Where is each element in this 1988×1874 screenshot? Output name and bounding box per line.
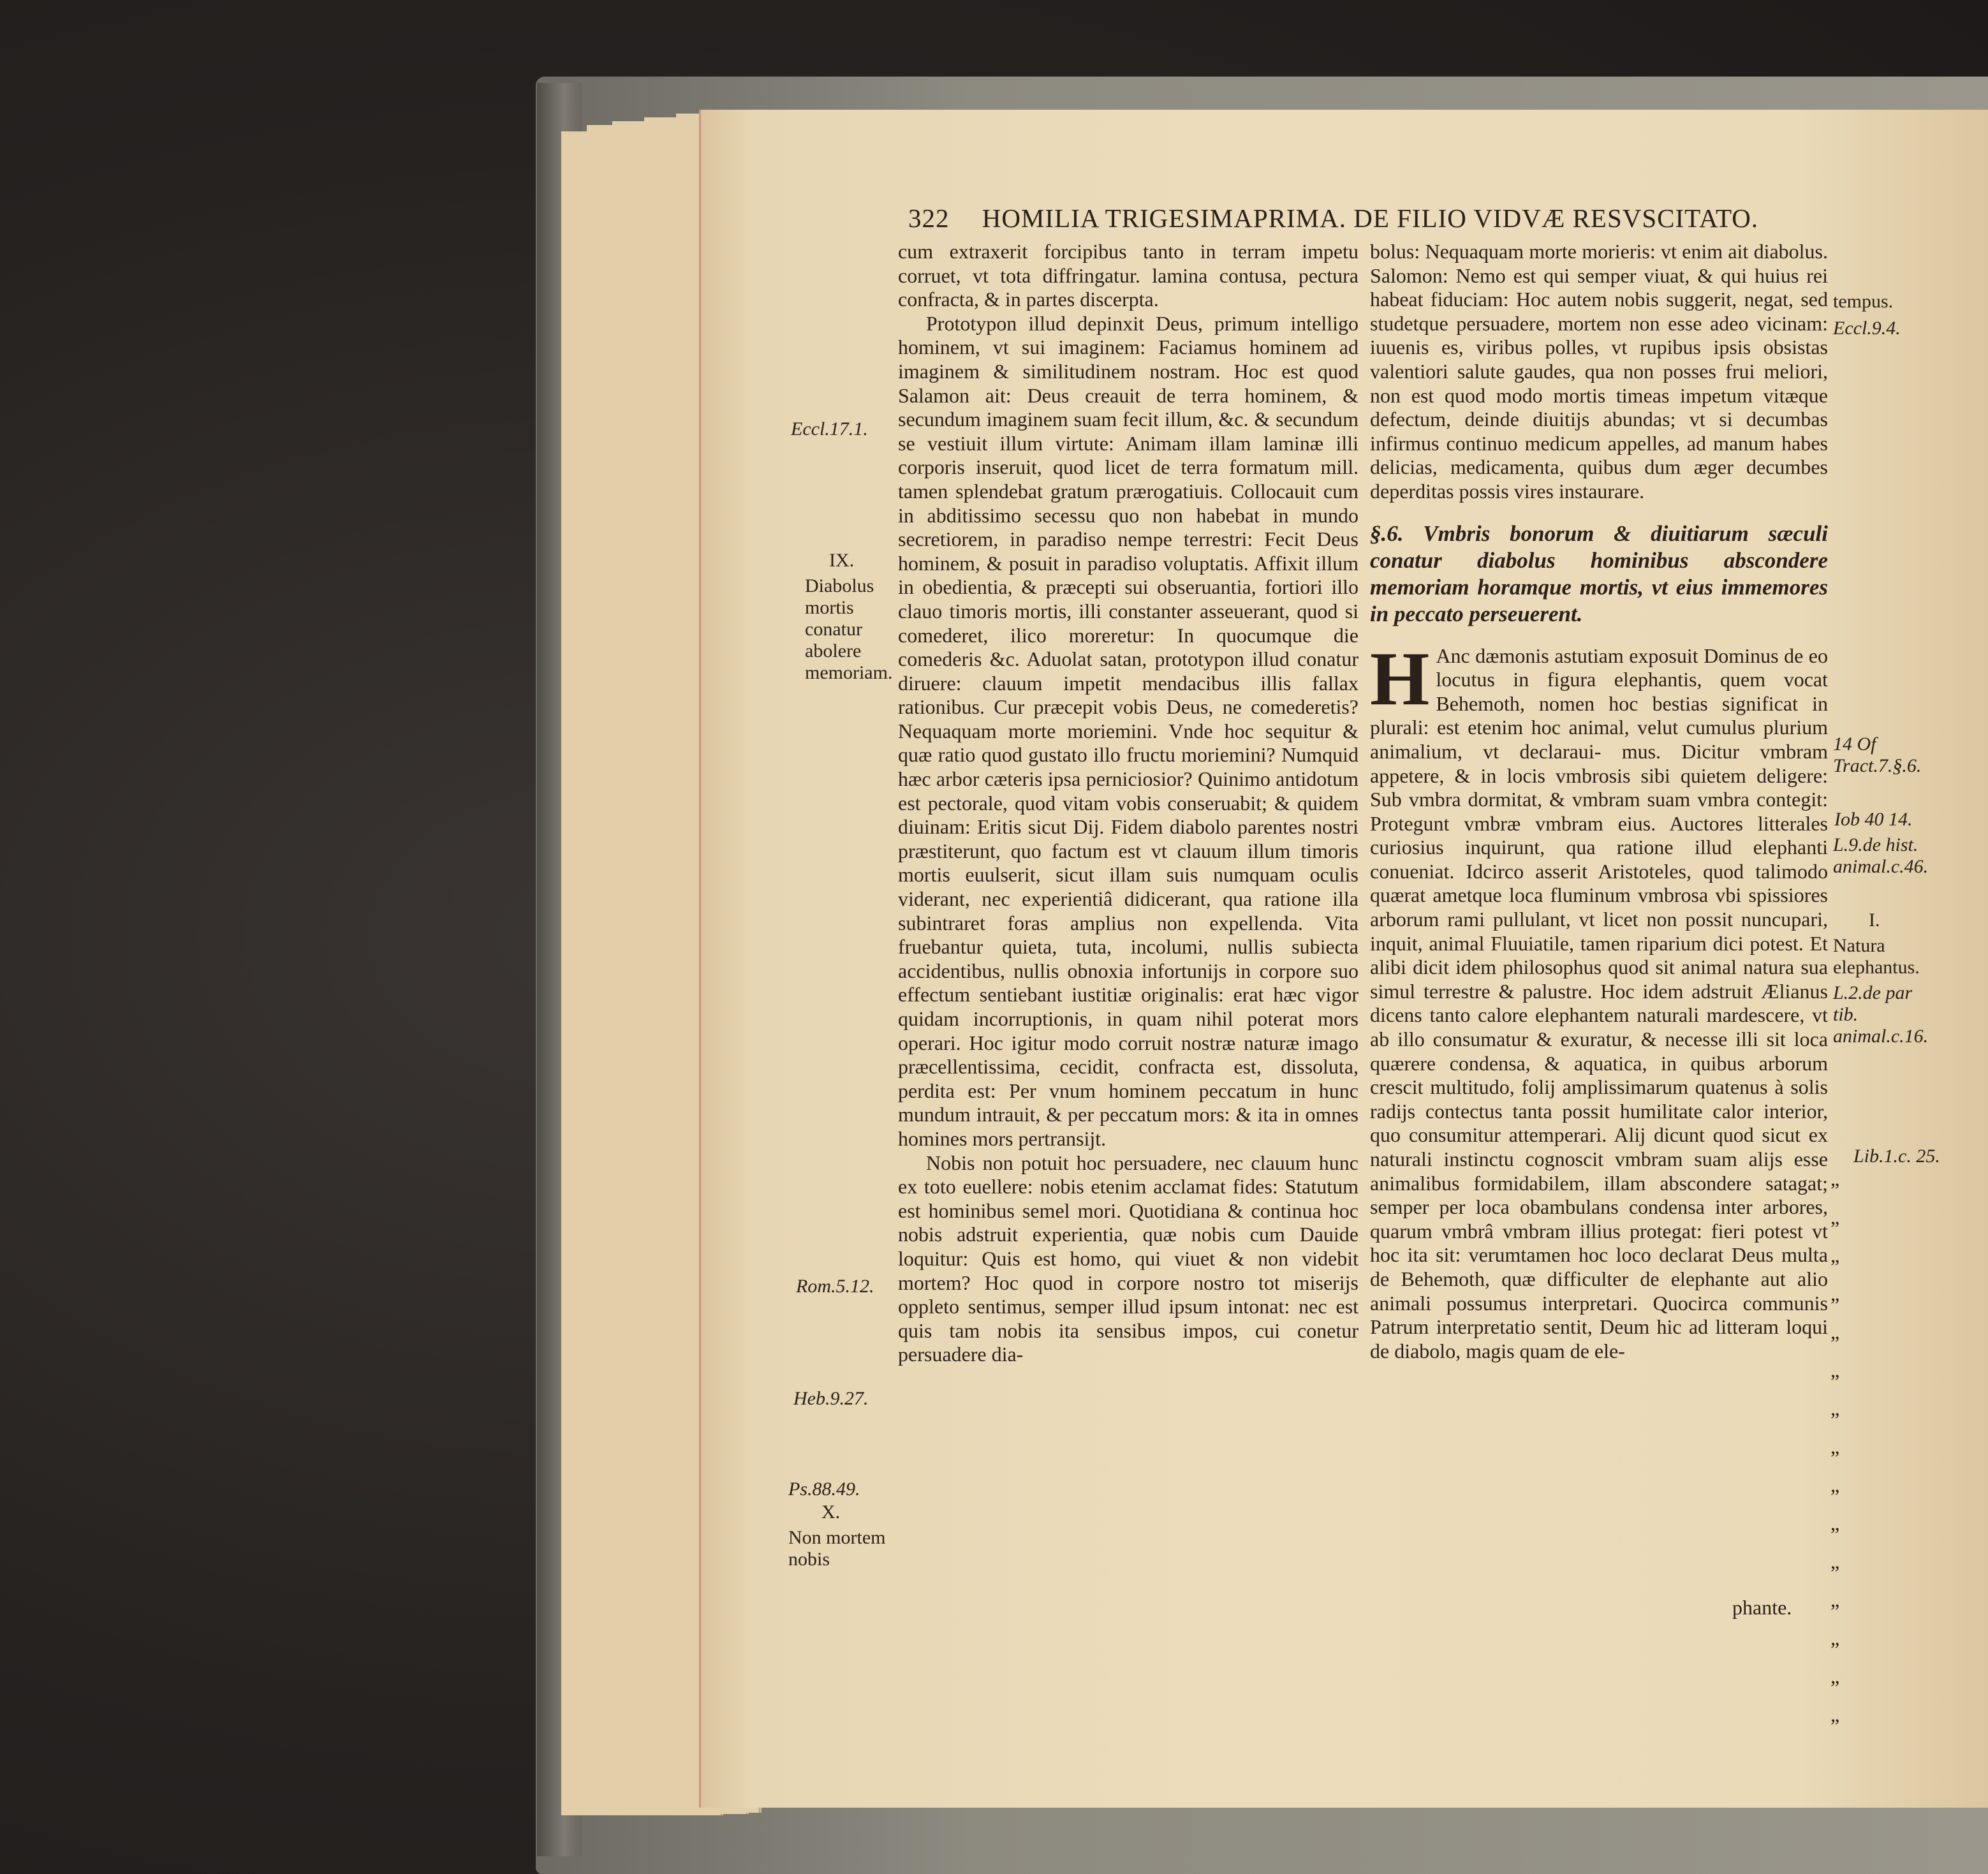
margin-note: Heb.9.27.: [793, 1388, 869, 1409]
margin-note: Ps.88.49.: [788, 1479, 860, 1500]
running-head: [908, 203, 1878, 241]
section-heading: §.6. Vmbris bonorum & diuitiarum sæculi conatur diabolus hominibus abscondere memoriam horamque mortis, vt eius immemores in peccato perseuerent.: [1370, 520, 1828, 626]
left-text-column: [898, 240, 1358, 1367]
margin-note: Iob 40 14.: [1834, 809, 1913, 830]
margin-note: Non mortem nobis: [788, 1527, 886, 1570]
margin-note: L.9.de hist. animal.c.46.: [1833, 834, 1929, 877]
margin-note: IX.: [829, 550, 855, 571]
paragraph-with-dropcap: [1370, 635, 1828, 1364]
margin-note: Diabolus mortis conatur abolere memoriam.: [805, 575, 893, 683]
margin-note: X.: [821, 1501, 841, 1523]
paragraph-body: Anc dæmonis astutiam exposuit Dominus de eo locutus in figura elephantis, quem vocat Behemoth, nomen hoc bestias significat in plurali: est etenim hoc animal, velut cumulus plurium animalium, vt declaraui- mus. Dicitur vmbram appetere, & in locis vmbrosis sibi quietem deligere: Sub vmbra dormitat, & vmbram suam vmbra contegit: Protegunt vmbræ vmbram eius. Auctores litterales curiosius inquirunt, qua ratione illud elephanti conueniat. Idcirco asserit Aristoteles, quod talimodo quærat ametque loca fluminum vmbrosa vbi spissiores arborum rami pullulant, vt licet non possit nuncupari, inquit, animal Fluuiatile, tamen riparium dici potest. Et alibi dicit idem philosophus quod sit animal natura sua simul terrestre & palustre. Hoc idem adstruit Ælianus dicens tanto calore elephantem naturali mardescere, vt ab illo consumatur & exuratur, & necesse illi sit loca quærere condensa, & aquatica, in quibus arborum crescit multitudo, folij amplissimarum quatenus à solis radijs contectus tanta possit humilitate calor interior, quo consumitur attemperari. Alij dicunt quod sicut ex naturali instinctu cognoscit vmbram suam alijs esse animalibus formidabilem, illam abscondere satagat; semper per loca obambulans condensa inter arbores, quarum vmbrâ vmbram illius protegat: fieri potest vt hoc ita sit: verumtamen hoc loco declarat Deus multa de Behemoth, quæ difficulter de elephante aut alio animali possumus interpretari. Quocirca communis Patrum interpretatio sentit, Deum hic ad litteram loqui de diabolo, magis quam de ele-: [1370, 644, 1828, 1362]
margin-note: 14 Of Tract.7.§.6.: [1833, 734, 1922, 776]
paragraph: Nobis non potuit hoc persuadere, nec clauum hunc ex toto euellere: nobis etenim acclamat fides: Statutum est hominibus semel mori. Quotidiana & continua hoc nobis adstruit experientia, quæ nobis cum Dauide loquitur: Quis est homo, qui viuet & non videbit mortem? Hoc quod in corpore nostro tot miserijs oppleto sentimus, semper illud ipsum intonat: nec est quis tam nobis ita sensibus impos, cui conetur persuadere dia-: [898, 1151, 1358, 1366]
drop-cap: H: [1370, 635, 1430, 721]
right-text-column: [1370, 240, 1828, 1363]
quotation-marks: „ „ „ „ „ „ „ „ „ „ „ „ „ „ „: [1830, 1167, 1840, 1726]
margin-note: L.2.de par tib. animal.c.16.: [1833, 982, 1929, 1047]
paragraph: bolus: Nequaquam morte morieris: vt enim ait diabolus. Salomon: Nemo est qui semper viuat, & qui huius rei habeat fiduciam: Hoc autem nobis suggerit, negat, sed studetque persuadere, mortem non esse adeo vicinam: iuuenis es, viribus polles, vt rupibus ipsis obsistas valentiori salute gaudes, qua non posses frui meliori, non est quod modo mortis timeas impetum vitæque defectum, deinde diuitijs abundas; vt si decumbas infirmus continuo medicum appelles, ad manum habes delicias, medicamenta, quibus dum æger decumbes deperditas possis vires instaurare.: [1370, 240, 1828, 503]
margin-note: I.: [1869, 910, 1880, 931]
margin-note: Eccl.17.1.: [791, 418, 868, 439]
margin-note: tempus.: [1833, 291, 1894, 312]
margin-note: Lib.1.c. 25.: [1853, 1146, 1940, 1167]
page-number: 322: [908, 203, 950, 233]
running-title: HOMILIA TRIGESIMAPRIMA. DE FILIO VIDVÆ RESVSCITATO.: [982, 203, 1759, 233]
paragraph: cum extraxerit forcipibus tanto in terram impetu corruet, vt tota diffringatur. lamina contusa, pectura confracta, & in partes discerpta.: [898, 240, 1358, 311]
paragraph: Prototypon illud depinxit Deus, primum intelligo hominem, vt sui imaginem: Faciamus hominem ad imaginem & similitudinem nostram. Hoc est quod Salamon ait: Deus creauit de terra hominem, & secundum imaginem suam fecit illum, &c. & secundum se vestiuit illum virtute: Animam illam laminæ illi corporis inseruit, quod licet de terra formatum mill. tamen splendebat gratum prærogatiuis. Collocauit cum in abditissimo secessu quo non habebat in mundo secretiorem, in paradiso nempe terrestri: Fecit Deus hominem, & posuit in paradiso voluptatis. Affixit illum in obedientia, & præcepti sui obseruantia, fortiori illo clauo timoris mortis, illi constanter asseuerant, quod si comederet, ilico moreretur: In quocumque die comederis &c. Aduolat satan, prototypon illud conatur diruere: clauum impetit mendacibus illis fallax rationibus. Cur præcepit vobis Deus, ne comederetis? Nequaquam morte moriemini. Vnde hoc sequitur & quæ ratio quod gustato illo fructu moriemini? Numquid hæc arbor cæteris ipsa perniciosior? Quinimo antidotum est pectorale, quod vitam vobis conseruabit; & quidem diuinam: Eritis sicut Dij. Fidem diabolo parentes nostri præstiterunt, quo factum est vt clauum illum timoris mortis euulserit, sicut illam suis numquam oculis viderant, nec experientiâ didicerant, qua ratione illa subintraret foras amplius non expellenda. Vita fruebantur quieta, tuta, incolumi, nullis subiecta accidentibus, nullis obnoxia infortunijs in corpore suo effectum sentiebant iustitiæ originalis: erat hæc vigor quidam incorruptionis, in quam nihil poterat mors operari. Hoc igitur modo corruit nostræ naturæ imago præcellentissima, cecidit, confracta est, dissoluta, perdita est: Per vnum hominem peccatum in hunc mundum intrauit, & per peccatum mors: & ita in omnes homines mors pertransijt.: [898, 311, 1358, 1150]
margin-note: Natura elephantus.: [1833, 935, 1920, 978]
catchword: phante.: [1732, 1596, 1792, 1619]
margin-note: Rom.5.12.: [796, 1276, 874, 1297]
margin-note: Eccl.9.4.: [1833, 318, 1901, 339]
